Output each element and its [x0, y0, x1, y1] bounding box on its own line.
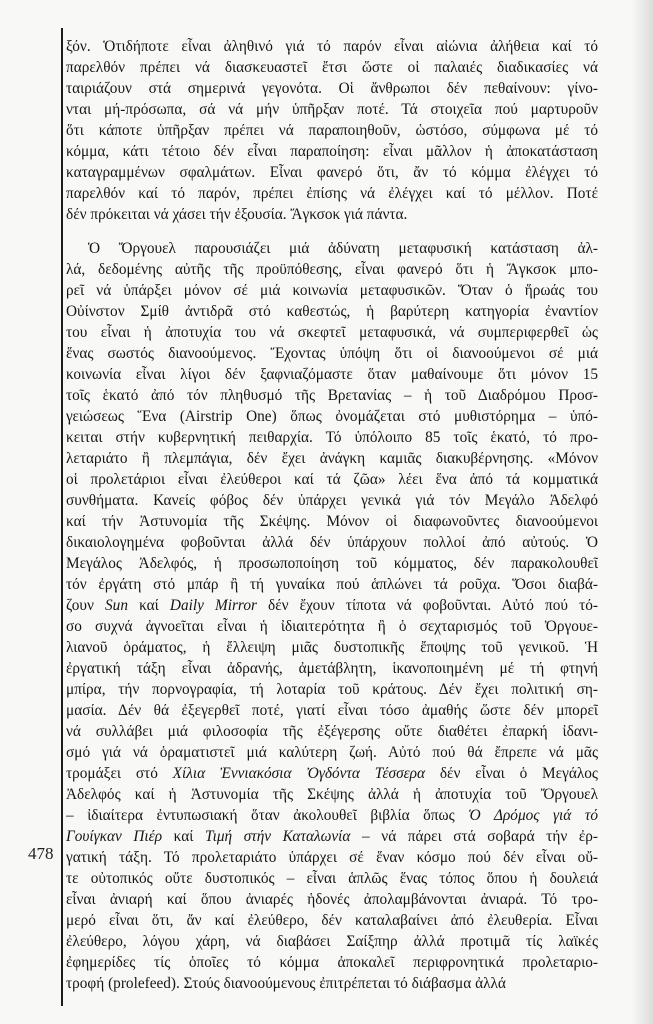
text-line: Μεγάλος Ἀδελφός, ἡ προσωποποίηση τοῦ κόμματος, δέν παρακολουθεῖ [66, 555, 598, 572]
text-line: ταιριάζουν στά σημερινά γεγονότα. Οἱ ἄνθρωποι δέν πεθαίνουν: γίνο- [66, 80, 598, 97]
paragraph-1 [66, 36, 598, 225]
text-line: ἐφημερίδες τίς ὁποῖες τό κόμμα ἀποκαλεῖ περιφρονητικά προλεταριο- [66, 954, 598, 971]
text-line: συνθήματα. Κανείς φόβος δέν ὑπάρχει γενικά γιά τόν Μεγάλο Ἀδελφό [66, 492, 598, 509]
text-line: δέν πρόκειται νά χάσει τήν ἐξουσία. Ἄγκσοκ γιά πάντα. [66, 206, 408, 223]
text-line: καταγραμμένων σφαλμάτων. Εἶναι φανερό ὅτι, ἄν τό κόμμα ἐλέγχει τό [66, 164, 598, 181]
text-line: – ἰδιαίτερα ἐντυπωσιακή ὅταν ἀκολουθεῖ βιβλία ὅπως Ὁ Δρόμος γιά τό [66, 807, 598, 824]
text-line: ρεῖ νά ὑπάρξει μόνον σέ μιά κοινωνία μεταφυσικῶν. Ὅταν ὁ ἥρωάς του [66, 282, 598, 299]
text-line: ἐργατική τάξη εἶναι ἀδρανής, ἀμετάβλητη, ἱκανοποιημένη μέ τή φτηνή [66, 660, 598, 677]
text-line: τρομάξει στό Χίλια Ἐννιακόσια Ὀγδόντα Τέσσερα δέν εἶναι ὁ Μεγάλος [66, 765, 598, 782]
paragraph-2 [66, 238, 598, 994]
text-line: μερό εἶναι ὅτι, ἄν καί ἐλεύθερο, δέν καταλαβαίνει ἀπό ἐλευθερία. Εἶναι [66, 912, 598, 929]
text-line: καί τήν Ἀστυνομία τῆς Σκέψης. Μόνον οἱ διαφωνοῦντες διανοούμενοι [66, 513, 598, 530]
text-line: κόμμα, κάτι τέτοιο δέν εἶναι παραποίηση: εἶναι μᾶλλον ἡ ἀποκατάσταση [66, 143, 598, 160]
text-line: τε οὐτοπικός οὔτε δυστοπικός – εἶναι ἁπλῶς ἕνας τόπος ὅπου ἡ δουλειά [66, 870, 598, 887]
text-line: τοῖς ἑκατό ἀπό τόν πληθυσμό τῆς Βρετανίας – ἡ τοῦ Διαδρόμου Προσ- [66, 387, 598, 404]
text-line: Ὁ Ὄργουελ παρουσιάζει μιά ἀδύνατη μεταφυσική κατάσταση ἀλ- [88, 240, 598, 257]
text-line: ὅτι κάποτε ὑπῆρξαν πρέπει νά παραποιηθοῦν, ὡστόσο, σύμφωνα μέ τό [66, 122, 598, 139]
text-line: Ἀδελφός καί ἡ Ἀστυνομία τῆς Σκέψης ἀλλά ἡ ἀποτυχία τοῦ Ὄργουελ [66, 786, 598, 803]
text-line: νται μή-πρόσωπα, σά νά μήν ὑπῆρξαν ποτέ. Τά στοιχεῖα πού μαρτυροῦν [66, 101, 598, 118]
text-line: λεταριάτο ἢ πλεμπάγια, δέν ἔχει ἀνάγκη καμιᾶς διακυβέρνησης. «Μόνον [66, 450, 598, 467]
page-edge-shadow [631, 0, 653, 1024]
text-line: σμό γιά νά ὁραματιστεῖ μιά καλύτερη ζωή. Αὐτό πού θά ἔπρεπε νά μᾶς [66, 744, 598, 761]
gutter-rule [61, 28, 63, 1006]
text-line: νά συλλάβει μιά φιλοσοφία τῆς ἐξέγερσης οὔτε διαθέτει ἐπαρκή ἰδανι- [66, 723, 598, 740]
text-line: λά, δεδομένης αὐτῆς τῆς προϋπόθεσης, εἶναι φανερό ὅτι ἡ Ἄγκσοκ μπο- [66, 261, 598, 278]
text-line: παρελθόν καί τό παρόν, πρέπει ἐπίσης νά ἐλέγχει καί τό μέλλον. Ποτέ [66, 185, 598, 202]
text-line: τόν ἐργάτη στό μπάρ ἢ τή γυναίκα πού ἁπλώνει τά ροῦχα. Ὅσοι διαβά- [66, 576, 598, 593]
text-line: κειται στήν κυβερνητική πειθαρχία. Τό ὑπόλοιπο 85 τοῖς ἑκατό, τό προ- [66, 429, 598, 446]
text-line: παρελθόν πρέπει νά διασκευαστεῖ ἔτσι ὥστε οἱ παλαιές διαδικασίες νά [66, 59, 598, 76]
text-line: ἐλεύθερο, λόγου χάρη, νά διαβάσει Σαίξπηρ ἀλλά προτιμᾶ τίς λαϊκές [66, 933, 598, 950]
text-line: δικαιολογημένα φοβοῦνται ἀλλά δέν ὑπάρχουν πολλοί ἀπό αὐτούς. Ὁ [66, 534, 598, 551]
text-line: εἶναι ἀνιαρή καί ὅπου ἀνιαρές ἡδονές ἀπολαμβάνονται ἀνιαρά. Τό τρο- [66, 891, 598, 908]
text-line: γειώσεως Ἕνα (Airstrip One) ὅπως ὀνομάζεται στό μυθιστόρημα – ὑπό- [66, 408, 598, 425]
text-line: κοινωνία εἶναι λίγοι δέν ξαφνιαζόμαστε ὅταν μαθαίνουμε ὅτι μόνον 15 [66, 366, 598, 383]
text-line: ζουν Sun καί Daily Mirror δέν ἔχουν τίποτα νά φοβοῦνται. Αὐτό πού τό- [66, 597, 598, 614]
text-line: του εἶναι ἡ ἀποτυχία του νά σκεφτεῖ μεταφυσικά, νά συμπεριφερθεῖ ὡς [66, 324, 598, 341]
text-line: μπίρα, τήν πορνογραφία, τή λοταρία τοῦ κράτους. Δέν ἔχει πολιτική ση- [66, 681, 598, 698]
text-line: Γουίγκαν Πιέρ καί Τιμή στήν Καταλωνία – νά πάρει στά σοβαρά τήν ἐρ- [66, 828, 598, 845]
text-line: σο συχνά ἀγνοεῖται εἶναι ἡ ἰδιαιτερότητα ἢ ὁ σεχταρισμός τοῦ Ὀργουε- [66, 618, 598, 635]
text-line: μασία. Δέν θά ἐξεγερθεῖ ποτέ, γιατί εἶναι τόσο ἀμαθής ὥστε δέν μπορεῖ [66, 702, 598, 719]
page-number: 478 [28, 844, 54, 863]
text-line: λιανοῦ ὁράματος, ἡ ἔλλειψη μιᾶς δυστοπικῆς ἔποψης τοῦ γενικοῦ. Ἡ [66, 639, 598, 656]
text-line: οἱ προλετάριοι εἶναι ἐλεύθεροι καί τά ζῶα» λέει ἕνα ἀπό τά κομματικά [66, 471, 598, 488]
text-line: γατική τάξη. Τό προλεταριάτο ὑπάρχει σέ ἕναν κόσμο πού δέν εἶναι οὔ- [66, 849, 598, 866]
text-line: τροφή (prolefeed). Στούς διανοούμενους ἐπιτρέπεται τό διάβασμα ἀλλά [66, 975, 506, 992]
text-line: ξόν. Ὁτιδήποτε εἶναι ἀληθινό γιά τό παρόν εἶναι αἰώνια ἀλήθεια καί τό [66, 38, 598, 55]
text-line: Οὐίνστον Σμίθ ἀντιδρᾶ στό καθεστώς, ἡ βαρύτερη κατηγορία ἐναντίον [66, 303, 598, 320]
text-line: ἕνας σωστός διανοούμενος. Ἔχοντας ὑπόψη ὅτι οἱ διανοούμενοι σέ μιά [66, 345, 598, 362]
